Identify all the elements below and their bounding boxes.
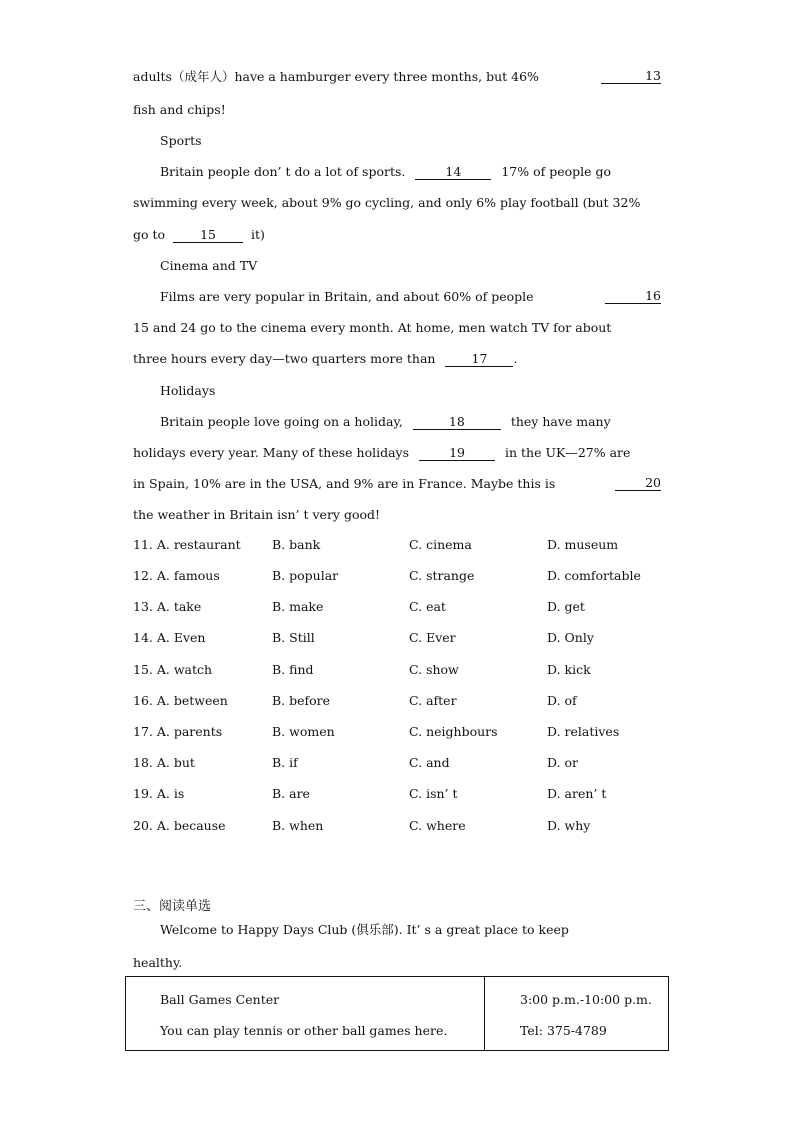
option-c[interactable]: C. isn’ t	[409, 786, 458, 801]
passage-line-2: fish and chips!	[133, 102, 226, 117]
option-b[interactable]: B. make	[272, 599, 324, 614]
passage-line-1	[133, 69, 661, 85]
question-16	[133, 693, 673, 709]
option-c[interactable]: C. strange	[409, 568, 475, 583]
heading-sports: Sports	[160, 133, 202, 148]
passage-line-10: holidays every year. Many of these holidays 19 in the UK—27% are	[133, 445, 631, 460]
question-15	[133, 662, 673, 678]
option-c[interactable]: C. Ever	[409, 630, 456, 645]
option-d[interactable]: D. museum	[547, 537, 619, 552]
passage-line-4: swimming every week, about 9% go cycling, and only 6% play football (but 32%	[133, 195, 641, 210]
center-description: You can play tennis or other ball games here.	[160, 1023, 448, 1038]
option-a[interactable]: 16. A. between	[133, 693, 228, 708]
option-c[interactable]: C. where	[409, 818, 466, 833]
heading-cinema-tv: Cinema and TV	[160, 258, 258, 273]
passage-text: adults（成年人）have a hamburger every three months, but 46%	[133, 69, 539, 84]
option-b[interactable]: B. popular	[272, 568, 339, 583]
option-d[interactable]: D. Only	[547, 630, 594, 645]
option-c[interactable]: C. eat	[409, 599, 446, 614]
blank-13: 13	[601, 69, 661, 84]
option-d[interactable]: D. why	[547, 818, 591, 833]
blank-20: 20	[615, 476, 661, 491]
option-a[interactable]: 17. A. parents	[133, 724, 223, 739]
question-12	[133, 568, 673, 584]
question-14	[133, 630, 673, 646]
passage-line-7: 15 and 24 go to the cinema every month. At home, men watch TV for about	[133, 320, 612, 335]
option-a[interactable]: 12. A. famous	[133, 568, 220, 583]
blank-14: 14	[415, 165, 491, 180]
blank-15: 15	[173, 228, 243, 243]
option-a[interactable]: 14. A. Even	[133, 630, 206, 645]
blank-17: 17	[445, 352, 513, 367]
option-b[interactable]: B. before	[272, 693, 331, 708]
option-d[interactable]: D. aren’ t	[547, 786, 607, 801]
option-a[interactable]: 20. A. because	[133, 818, 226, 833]
passage-line-12: the weather in Britain isn’ t very good!	[133, 507, 381, 522]
section-heading: 三、阅读单选	[133, 899, 212, 914]
option-d[interactable]: D. kick	[547, 662, 591, 677]
question-13	[133, 599, 673, 615]
passage-line-3: Britain people don’ t do a lot of sports. 14 17% of people go	[160, 164, 612, 179]
passage-line-8: three hours every day—two quarters more than 17 .	[133, 351, 518, 366]
option-b[interactable]: B. bank	[272, 537, 321, 552]
blank-16: 16	[605, 289, 661, 304]
blank-18: 18	[413, 415, 501, 430]
question-17	[133, 724, 673, 740]
telephone: Tel: 375-4789	[520, 1023, 607, 1038]
opening-hours: 3:00 p.m.-10:00 p.m.	[520, 992, 652, 1007]
option-d[interactable]: D. of	[547, 693, 577, 708]
question-11	[133, 537, 673, 553]
option-d[interactable]: D. or	[547, 755, 579, 770]
club-info-table	[125, 976, 669, 1051]
reading-intro-line-1: Welcome to Happy Days Club (俱乐部). It’ s a great place to keep	[160, 922, 569, 937]
heading-holidays: Holidays	[160, 383, 216, 398]
center-description-cell	[126, 977, 485, 1051]
passage-line-11: in Spain, 10% are in the USA, and 9% are in France. Maybe this is 20	[133, 475, 661, 491]
center-name: Ball Games Center	[160, 992, 280, 1007]
option-b[interactable]: B. if	[272, 755, 298, 770]
center-contact-cell	[485, 977, 669, 1051]
option-a[interactable]: 13. A. take	[133, 599, 202, 614]
option-a[interactable]: 15. A. watch	[133, 662, 213, 677]
question-18	[133, 755, 673, 771]
option-c[interactable]: C. show	[409, 662, 459, 677]
reading-intro-line-2: healthy.	[133, 955, 183, 970]
option-c[interactable]: C. and	[409, 755, 450, 770]
option-b[interactable]: B. Still	[272, 630, 315, 645]
option-b[interactable]: B. find	[272, 662, 314, 677]
option-d[interactable]: D. get	[547, 599, 585, 614]
option-c[interactable]: C. after	[409, 693, 457, 708]
passage-line-6: Films are very popular in Britain, and about 60% of people 16	[160, 288, 661, 304]
option-b[interactable]: B. are	[272, 786, 310, 801]
option-b[interactable]: B. women	[272, 724, 335, 739]
option-d[interactable]: D. comfortable	[547, 568, 641, 583]
option-a[interactable]: 11. A. restaurant	[133, 537, 241, 552]
option-a[interactable]: 19. A. is	[133, 786, 185, 801]
blank-19: 19	[419, 446, 495, 461]
table-row	[126, 977, 669, 1051]
option-a[interactable]: 18. A. but	[133, 755, 195, 770]
option-c[interactable]: C. neighbours	[409, 724, 498, 739]
passage-line-5: go to 15 it)	[133, 227, 265, 242]
passage-line-9: Britain people love going on a holiday, 18 they have many	[160, 414, 611, 429]
question-20	[133, 818, 673, 834]
option-d[interactable]: D. relatives	[547, 724, 620, 739]
option-c[interactable]: C. cinema	[409, 537, 472, 552]
option-b[interactable]: B. when	[272, 818, 324, 833]
question-19	[133, 786, 673, 802]
